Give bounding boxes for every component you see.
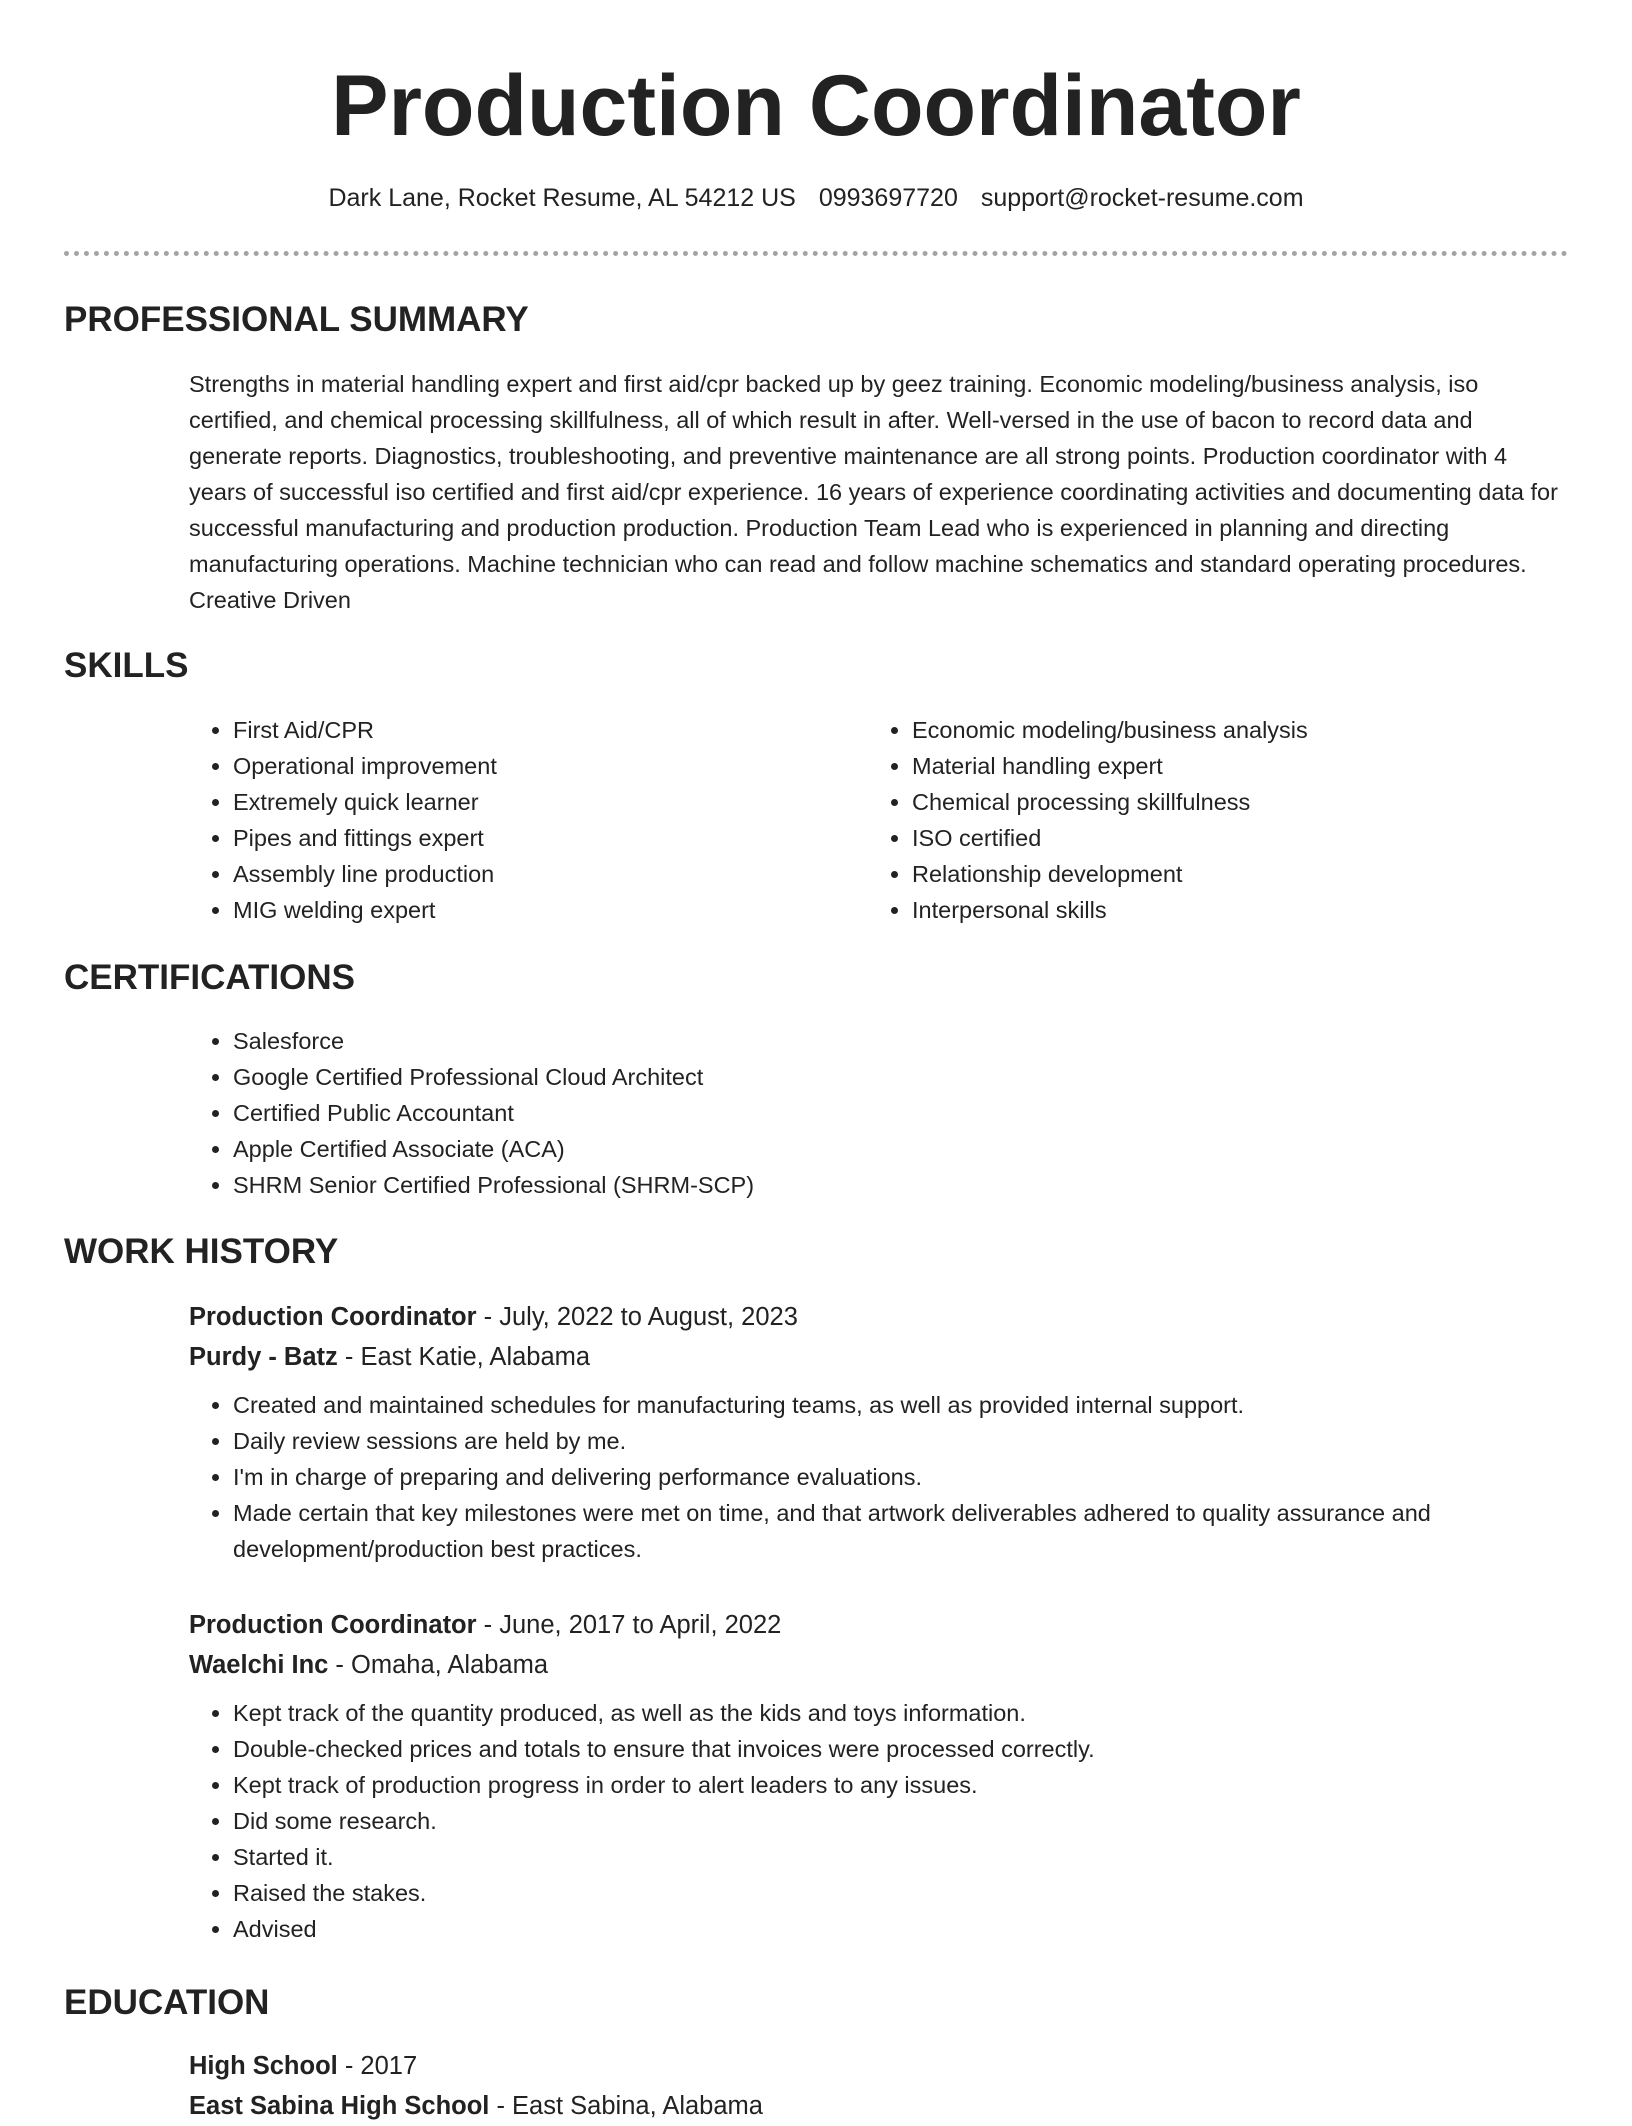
job-bullet: • Daily review sessions are held by me. [233,1423,1573,1459]
job-bullets [189,1695,1573,1947]
certifications-heading: CERTIFICATIONS [64,958,356,997]
skill-item: • Material handling expert [912,748,1552,784]
summary-heading: PROFESSIONAL SUMMARY [64,300,529,339]
job-location: - East Katie, Alabama [337,1343,591,1371]
skill-item: • ISO certified [912,820,1552,856]
job-bullet: • Double-checked prices and totals to ensure that invoices were processed correctly. [233,1731,1573,1767]
header-divider [64,251,1568,256]
job-bullet: • Raised the stakes. [233,1875,1573,1911]
summary-text: Strengths in material handling expert and first aid/cpr backed up by geez training. Economic modeling/business analysis, iso certified, and chemical processing skillfulness, all of which result in after. Well-versed in the use of bacon to record data and generate reports. Diagnostics, troubleshooting, and preventive maintenance are all strong points. Production coordinator with 4 years of successful iso certified and first aid/cpr experience. 16 years of experience coordinating activities and documenting data for successful manufacturing and production production. Production Team Lead who is experienced in planning and directing manufacturing operations. Machine technician who can read and follow machine schematics and standard operating procedures. Creative Driven [189,371,1558,613]
resume-name: Production Coordinator [331,58,1301,154]
job-bullet: • Created and maintained schedules for manufacturing teams, as well as provided internal support. [233,1387,1573,1423]
skills-list-right [868,712,1552,928]
skill-item: • Economic modeling/business analysis [912,712,1552,748]
skill-item: • First Aid/CPR [233,712,873,748]
contact-email: support@rocket-resume.com [980,184,1304,212]
job-dates: - June, 2017 to April, 2022 [476,1611,782,1639]
work-history-heading: WORK HISTORY [64,1232,339,1271]
certification-item: • Certified Public Accountant [233,1095,1233,1131]
education-entry [189,2046,1589,2126]
job-bullet: • I'm in charge of preparing and delivering performance evaluations. [233,1459,1573,1495]
job-title-line [189,1605,1589,1645]
job-role: Production Coordinator [189,1303,477,1331]
skill-item: • Extremely quick learner [233,784,873,820]
skill-item: • Chemical processing skillfulness [912,784,1552,820]
skill-item: • Relationship development [912,856,1552,892]
education-year: - 2017 [337,2052,418,2080]
job-company-line [189,1645,1589,1685]
skill-item: • Operational improvement [233,748,873,784]
certification-item: • Google Certified Professional Cloud Architect [233,1059,1233,1095]
job-role: Production Coordinator [189,1611,477,1639]
certification-item: • SHRM Senior Certified Professional (SHRM-SCP) [233,1167,1233,1203]
job-company: Waelchi Inc [189,1651,329,1679]
job-location: - Omaha, Alabama [328,1651,549,1679]
job-entry [189,1605,1589,1947]
job-bullet: • Started it. [233,1839,1573,1875]
education-degree: High School [189,2052,338,2080]
education-school-line [189,2086,1589,2126]
education-location: - East Sabina, Alabama [489,2092,763,2120]
education-heading: EDUCATION [64,1983,270,2022]
job-dates: - July, 2022 to August, 2023 [476,1303,798,1331]
job-bullets [189,1387,1573,1567]
skill-item: • MIG welding expert [233,892,873,928]
certification-item: • Apple Certified Associate (ACA) [233,1131,1233,1167]
education-degree-line [189,2046,1589,2086]
skills-list-left [189,712,873,928]
job-entry [189,1297,1589,1567]
job-bullet: • Kept track of production progress in order to alert leaders to any issues. [233,1767,1573,1803]
job-bullet: • Advised [233,1911,1573,1947]
education-school: East Sabina High School [189,2092,490,2120]
certifications-list [189,1023,1233,1203]
skill-item: • Interpersonal skills [912,892,1552,928]
contact-address: Dark Lane, Rocket Resume, AL 54212 US [328,184,796,212]
skill-item: • Pipes and fittings expert [233,820,873,856]
job-bullet: • Kept track of the quantity produced, as well as the kids and toys information. [233,1695,1573,1731]
certification-item: • Salesforce [233,1023,1233,1059]
contact-line [0,180,1632,216]
contact-phone: 0993697720 [818,184,958,212]
job-bullet: • Made certain that key milestones were met on time, and that artwork deliverables adhered to quality assurance and development/production best practices. [233,1495,1573,1567]
job-title-line [189,1297,1589,1337]
skills-heading: SKILLS [64,646,189,685]
skill-item: • Assembly line production [233,856,873,892]
job-bullet: • Did some research. [233,1803,1573,1839]
job-company-line [189,1337,1589,1377]
job-company: Purdy - Batz [189,1343,338,1371]
